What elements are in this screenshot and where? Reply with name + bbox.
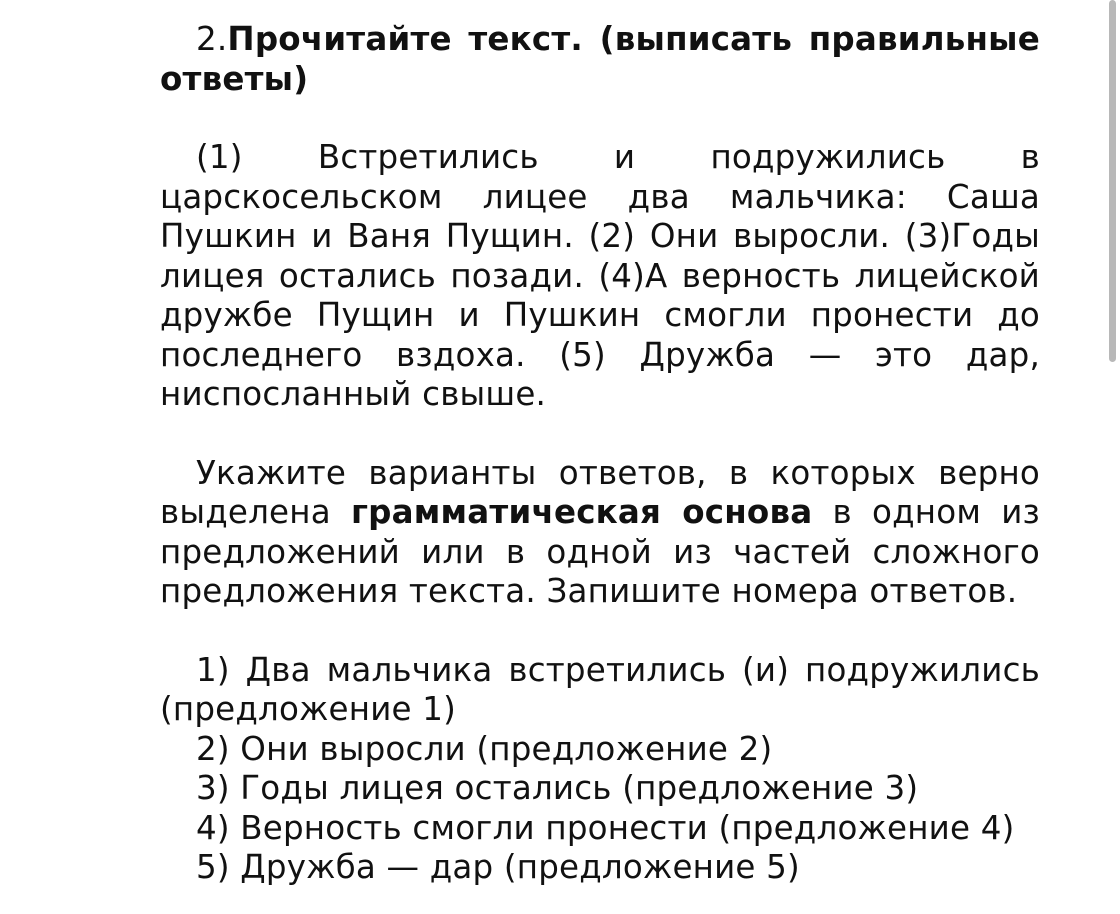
instruction-after: в одном из предложений или в одной из частей сложного предложения текста. Запишите номера ответов. bbox=[160, 493, 1041, 610]
option-2: 2) Они выросли (предложение 2) bbox=[196, 729, 773, 768]
instruction-before: Укажите варианты ответов, в которых верно выделена bbox=[160, 453, 1040, 531]
spacer bbox=[160, 415, 1040, 454]
option-3: 3) Годы лицея остались (предложение 3) bbox=[196, 769, 919, 807]
sentence-1: (1) Встретились и подружились в царскосельском лицее два мальчика: Саша Пушкин и Ваня Пущин. bbox=[160, 138, 1040, 255]
option-5: 5) Дружба — дар (предложение 5) bbox=[196, 848, 800, 886]
answer-options bbox=[160, 651, 1040, 888]
task-title: Прочитайте текст. (выписать правильные ответы) bbox=[160, 20, 1040, 98]
instruction bbox=[160, 454, 1040, 612]
task-heading bbox=[160, 20, 1040, 99]
spacer bbox=[160, 612, 1040, 651]
scrollbar[interactable] bbox=[1109, 0, 1116, 362]
spacer bbox=[160, 99, 1040, 138]
task-number: 2. bbox=[196, 20, 228, 58]
sentence-5: (5) Дружба — это дар, ниспосланный свыше. bbox=[160, 335, 1040, 413]
sentence-2: (2) Они выросли. bbox=[588, 217, 891, 255]
instruction-bold: грамматическая основа bbox=[351, 493, 813, 531]
document-page bbox=[160, 20, 1040, 888]
option-1: 1) Два мальчика встретились (и) подружились (предложение 1) bbox=[160, 650, 1040, 728]
reading-text bbox=[160, 138, 1040, 415]
sentence-3: (3)Годы лицея остались позади. bbox=[160, 217, 1040, 295]
option-4: 4) Верность смогли пронести (предложение 4) bbox=[196, 808, 1015, 847]
sentence-4: (4)А верность лицейской дружбе Пущин и Пушкин смогли пронести до последнего вздоха. bbox=[160, 256, 1041, 374]
